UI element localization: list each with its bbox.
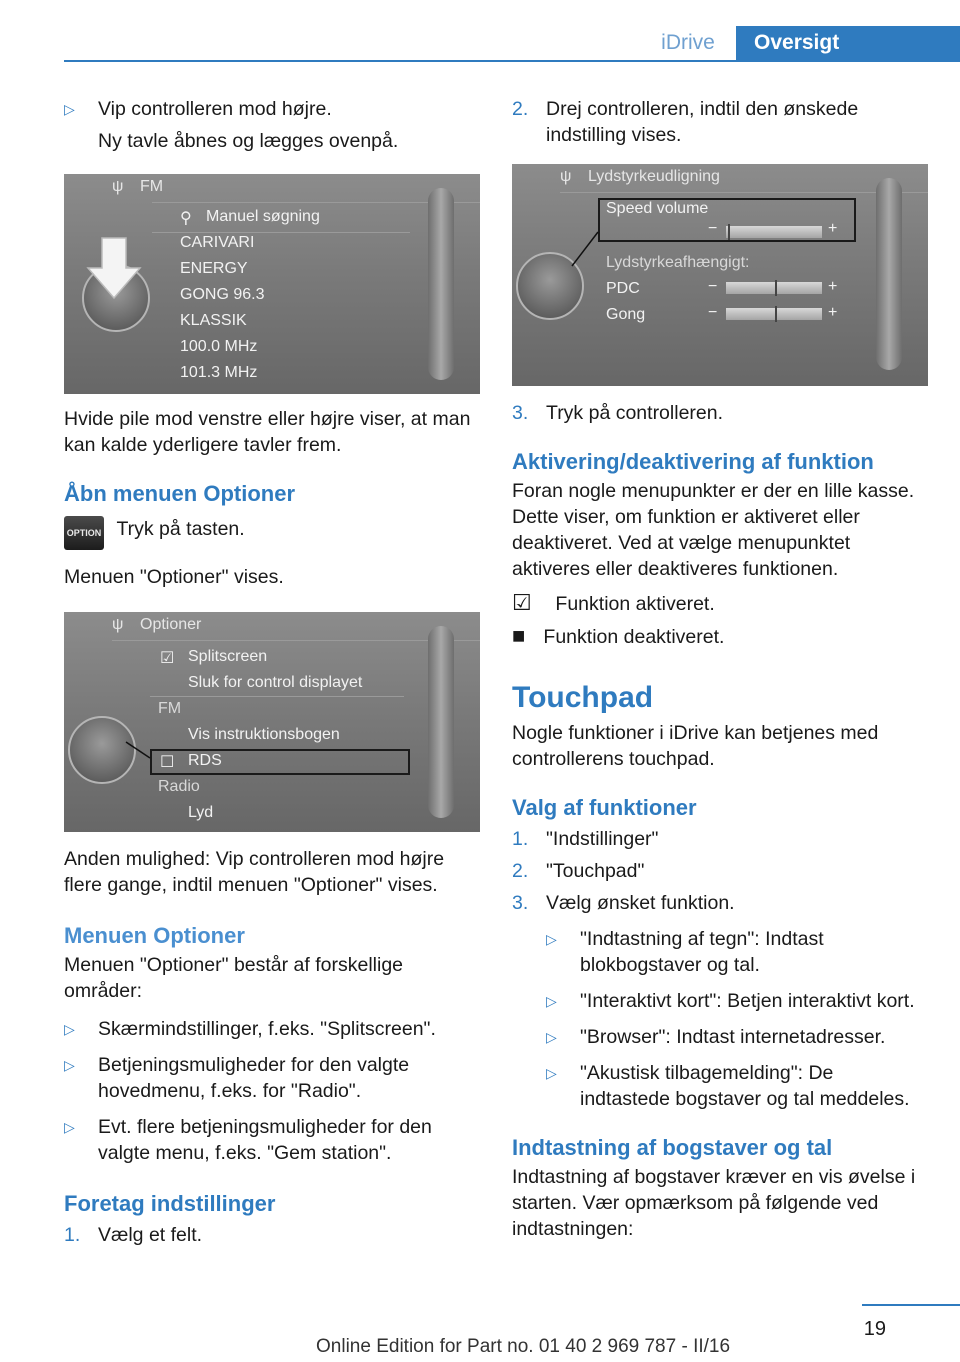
page-number: 19 — [863, 1318, 886, 1340]
paragraph-input: Indtastning af bogstaver kræver en vis øvelse i starten. Vær opmærksom på følgende ved indtastningen: — [512, 1166, 916, 1240]
step-number: 2. — [512, 98, 529, 120]
bullet-triangle-icon: ▷ — [546, 993, 557, 1009]
menu-item-manual: Vis instruktionsbogen — [188, 726, 340, 743]
legend-text: Funktion deaktiveret. — [543, 626, 725, 648]
heading-select-functions: Valg af funktioner — [512, 795, 697, 820]
bullet-area — [64, 1016, 480, 1042]
paragraph-touchpad: Nogle funktioner i iDrive kan betjenes med controllerens touchpad. — [512, 722, 879, 770]
menu-item-search: Manuel søgning — [206, 208, 320, 225]
bullet-area — [64, 1052, 480, 1104]
step-number: 1. — [512, 828, 529, 850]
setting-pdc: PDC — [606, 280, 640, 297]
divider — [150, 696, 404, 697]
right-column — [512, 96, 928, 1242]
bullet-text: "Indtastning af tegn": Indtast blokbogstaver og tal. — [580, 928, 824, 976]
pointer-line — [568, 230, 602, 270]
screen-title: FM — [140, 178, 164, 195]
bullet-triangle-icon: ▷ — [64, 101, 75, 117]
station-item: GONG 96.3 — [180, 286, 265, 303]
menu-item-display-off: Sluk for control displayet — [188, 674, 363, 691]
bullet-text: "Interaktivt kort": Betjen interaktivt kort. — [580, 990, 915, 1012]
step-number: 2. — [512, 860, 529, 882]
setting-speed-volume: Speed volume — [606, 200, 709, 217]
bullet-text: Vip controlleren mod højre. — [98, 98, 332, 120]
paragraph-areas: Menuen "Optioner" består af forskellige områder: — [64, 954, 404, 1002]
divider — [112, 640, 480, 641]
bullet-triangle-icon: ▷ — [64, 1057, 75, 1073]
antenna-icon: ψ — [560, 168, 572, 185]
display-curve — [428, 626, 454, 818]
header-section: iDrive — [661, 31, 715, 54]
paragraph-arrows: Hvide pile mod venstre eller højre viser, at man kan kalde yderligere tavler frem. — [64, 408, 471, 456]
heading-input: Indtastning af bogstaver og tal — [512, 1135, 833, 1160]
step-text: "Indstillinger" — [546, 828, 659, 850]
sub-bullet — [546, 1060, 928, 1112]
header-tab: Oversigt — [736, 26, 960, 62]
legend-deactivated — [512, 623, 928, 650]
step-select-2 — [512, 858, 928, 884]
heading-open-options: Åbn menuen Optioner — [64, 481, 295, 506]
bullet-text: Evt. flere betjeningsmuligheder for den valgte menu, f.eks. "Gem station". — [98, 1116, 432, 1164]
paragraph-shown: Menuen "Optioner" vises. — [64, 566, 284, 588]
checkbox-checked-icon: ☑ — [512, 590, 532, 615]
page-header — [0, 0, 960, 62]
bullet-area — [64, 1114, 480, 1166]
station-item: CARIVARI — [180, 234, 255, 251]
station-item: KLASSIK — [180, 312, 247, 329]
sub-bullet — [546, 988, 928, 1014]
display-curve — [876, 178, 902, 370]
minus-icon: − — [708, 278, 718, 295]
sub-bullet — [546, 926, 928, 978]
paragraph-activation: Foran nogle menupunkter er der en lille kasse. Dette viser, om funktion er aktiveret eller deaktiveret. Ved at vælge menupunktet aktiveres eller deaktiveres funktionen. — [512, 480, 915, 580]
page-footer — [0, 1304, 960, 1362]
heading-activation: Aktivering/deaktivering af funktion — [512, 449, 874, 474]
bullet-text: Skærmindstillinger, f.eks. "Splitscreen". — [98, 1018, 436, 1040]
level-bar-speed — [726, 226, 822, 238]
plus-icon: + — [828, 278, 838, 295]
checkbox-checked-icon: ☑ — [160, 650, 175, 667]
heading-touchpad: Touchpad — [512, 681, 654, 714]
heading-settings: Foretag indstillinger — [64, 1191, 276, 1216]
left-column — [64, 96, 480, 1248]
bullet-triangle-icon: ▷ — [64, 1021, 75, 1037]
divider — [152, 232, 410, 233]
station-item: 101.3 MHz — [180, 364, 258, 381]
bullet-triangle-icon: ▷ — [64, 1119, 75, 1135]
step-text: Vælg et felt. — [98, 1224, 203, 1246]
step-select-1 — [512, 826, 928, 852]
step-1 — [64, 1222, 480, 1248]
bullet-text: "Akustisk tilbagemelding": De indtastede bogstaver og tal meddeles. — [580, 1062, 910, 1110]
display-curve — [428, 188, 454, 380]
group-label: Lydstyrkeafhængigt: — [606, 254, 750, 271]
option-key-icon: OPTION — [64, 516, 104, 550]
arrow-down-icon — [84, 234, 144, 304]
step-number: 1. — [64, 1224, 81, 1246]
screen-options — [64, 612, 480, 832]
paragraph-alternative: Anden mulighed: Vip controlleren mod højre flere gange, indtil menuen "Optioner" vises. — [64, 848, 445, 896]
press-text: Tryk på tasten. — [116, 518, 245, 540]
station-item: 100.0 MHz — [180, 338, 258, 355]
legend-activated — [512, 590, 928, 617]
checkbox-empty-icon: ■ — [512, 623, 526, 648]
screen-title: Optioner — [140, 616, 202, 633]
step-number: 3. — [512, 402, 529, 424]
step-text: "Touchpad" — [546, 860, 645, 882]
step-select-3 — [512, 890, 928, 916]
edition-text: Online Edition for Part no. 01 40 2 969 787 - II/16 — [316, 1336, 731, 1357]
group-label: Radio — [158, 778, 200, 795]
level-bar-pdc — [726, 282, 822, 294]
step-text: Drej controlleren, indtil den ønskede indstilling vises. — [546, 98, 859, 146]
antenna-icon: ψ — [112, 178, 124, 195]
step-text: Vælg ønsket funktion. — [546, 892, 735, 914]
bullet-text: Betjeningsmuligheder for den valgte hovedmenu, f.eks. for "Radio". — [98, 1054, 410, 1102]
option-key-row — [64, 516, 480, 556]
step-text: Tryk på controlleren. — [546, 402, 724, 424]
bullet-tilt-right — [64, 96, 480, 154]
bullet-triangle-icon: ▷ — [546, 1065, 557, 1081]
step-2 — [512, 96, 928, 148]
menu-item-rds: RDS — [188, 752, 222, 769]
plus-icon: + — [828, 220, 838, 237]
screen-title: Lydstyrkeudligning — [588, 168, 720, 185]
divider — [560, 192, 928, 193]
search-icon: ⚲ — [180, 210, 192, 227]
heading-options-menu: Menuen Optioner — [64, 923, 245, 948]
minus-icon: − — [708, 220, 718, 237]
menu-item-sound: Lyd — [188, 804, 214, 821]
checkbox-empty-icon: ☐ — [160, 754, 175, 771]
group-label: FM — [158, 700, 182, 717]
sub-bullet — [546, 1024, 928, 1050]
plus-icon: + — [828, 304, 838, 321]
bullet-text: "Browser": Indtast internetadresser. — [580, 1026, 886, 1048]
station-item: ENERGY — [180, 260, 248, 277]
minus-icon: − — [708, 304, 718, 321]
menu-item-splitscreen: Splitscreen — [188, 648, 268, 665]
screen-volume — [512, 164, 928, 386]
step-3 — [512, 400, 928, 426]
step-number: 3. — [512, 892, 529, 914]
level-bar-gong — [726, 308, 822, 320]
footer-rule — [862, 1304, 960, 1306]
bullet-triangle-icon: ▷ — [546, 931, 557, 947]
header-rule — [64, 60, 960, 62]
legend-text: Funktion aktiveret. — [555, 593, 715, 615]
pointer-line — [124, 740, 154, 760]
setting-gong: Gong — [606, 306, 646, 323]
bullet-triangle-icon: ▷ — [546, 1029, 557, 1045]
bullet-text-2: Ny tavle åbnes og lægges ovenpå. — [98, 130, 399, 152]
antenna-icon: ψ — [112, 616, 124, 633]
screen-fm — [64, 174, 480, 394]
